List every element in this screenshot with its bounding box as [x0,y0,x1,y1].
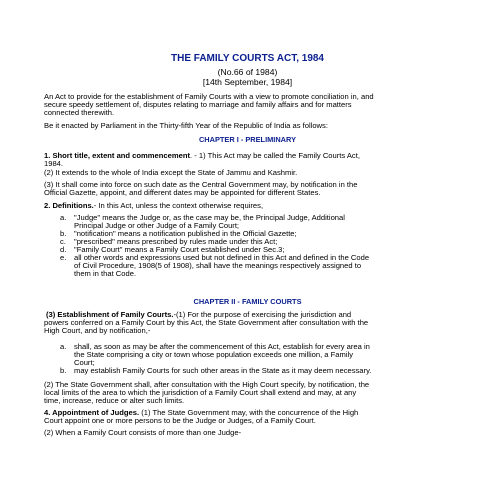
definition-marker: a. [60,213,67,222]
section-4-heading: 4. Appointment of Judges. [44,408,140,417]
chapter-1-heading: CHAPTER I - PRELIMINARY [198,135,297,144]
list-item: shall, as soon as may be after the commencement of this Act, establish for every area in [74,342,370,351]
definition-item: of Civil Procedure, 1908(5 of 1908), shall have the meanings respectively assigned to [74,261,362,270]
section-3-2: (2) The State Government shall, after consultation with the High Court specify, by notification, the [44,380,370,389]
section-4-text: (1) The State Government may, with the concurrence of the High [139,408,359,417]
act-number: (No.66 of 1984) [217,67,278,77]
definition-item: all other words and expressions used but not defined in this Act and defined in the Code [74,253,370,262]
section-1-text: 1984. [44,159,64,168]
definition-item: Principal Judge or other Judge of a Family Court; [74,221,240,230]
section-3-heading: (3) Establishment of Family Courts. [46,310,174,319]
list-marker: a. [60,342,67,351]
chapter-2-heading: CHAPTER II - FAMILY COURTS [193,297,302,306]
act-date: [14th September, 1984] [202,77,293,87]
section-2-line [44,201,263,210]
section-1-2: (2) It extends to the whole of India except the State of Jammu and Kashmir. [44,168,298,177]
preamble-line: connected therewith. [44,108,115,117]
preamble-line: An Act to provide for the establishment of Family Courts with a view to promote conciliation in, and [44,92,374,101]
definition-item: "prescribed" means prescribed by rules made under this Act; [74,237,278,246]
section-3-text: High Court, and by notification,- [44,326,151,335]
section-1-3: Official Gazette, appoint, and different dates may be appointed for different States. [44,188,321,197]
section-4-2: (2) When a Family Court consists of more than one Judge- [44,428,242,437]
definition-marker: d. [60,245,67,254]
definition-item: "Family Court" means a Family Court established under Sec.3; [74,245,285,254]
definition-marker: e. [60,253,67,262]
section-1-heading: 1. Short title, extent and commencement [44,151,191,160]
section-3-text: -(1) For the purpose of exercising the jurisdiction and [173,310,352,319]
definition-item: "notification" means a notification published in the Official Gazette; [74,229,297,238]
act-title: THE FAMILY COURTS ACT, 1984 [171,53,324,64]
section-4-text: Court appoint one or more persons to be the Judge or Judges, of a Family Court. [44,416,316,425]
section-3-2: time, increase, reduce or alter such limits. [44,396,185,405]
section-2-heading: 2. Definitions. [44,201,94,210]
list-marker: b. [60,366,67,375]
definition-item: them in that Code. [74,269,137,278]
section-1-3: (3) It shall come into force on such date as the Central Government may, by notification in the [44,180,358,189]
section-2-text: - In this Act, unless the context otherwise requires, [93,201,264,210]
section-1-text: . - 1) This Act may be called the Family Courts Act, [190,151,360,160]
list-item: Court; [74,358,95,367]
definition-marker: b. [60,229,67,238]
definition-marker: c. [60,237,66,246]
section-3-text: powers conferred on a Family Court by this Act, the State Government after consultation with the [44,318,369,327]
section-3-2: local limits of the area to which the jurisdiction of a Family Court shall extend and may, at any [44,388,357,397]
list-item: the State comprising a city or town whose population exceeds one million, a Family [74,350,353,359]
definition-item: "Judge" means the Judge or, as the case may be, the Principal Judge, Additional [74,213,345,222]
section-1-line [44,151,360,160]
enactment-clause: Be it enacted by Parliament in the Thirty-fifth Year of the Republic of India as follows: [44,121,328,130]
preamble-line: secure speedy settlement of, disputes relating to marriage and family affairs and for matters [44,100,352,109]
list-item: may establish Family Courts for such other areas in the State as it may deem necessary. [74,366,372,375]
